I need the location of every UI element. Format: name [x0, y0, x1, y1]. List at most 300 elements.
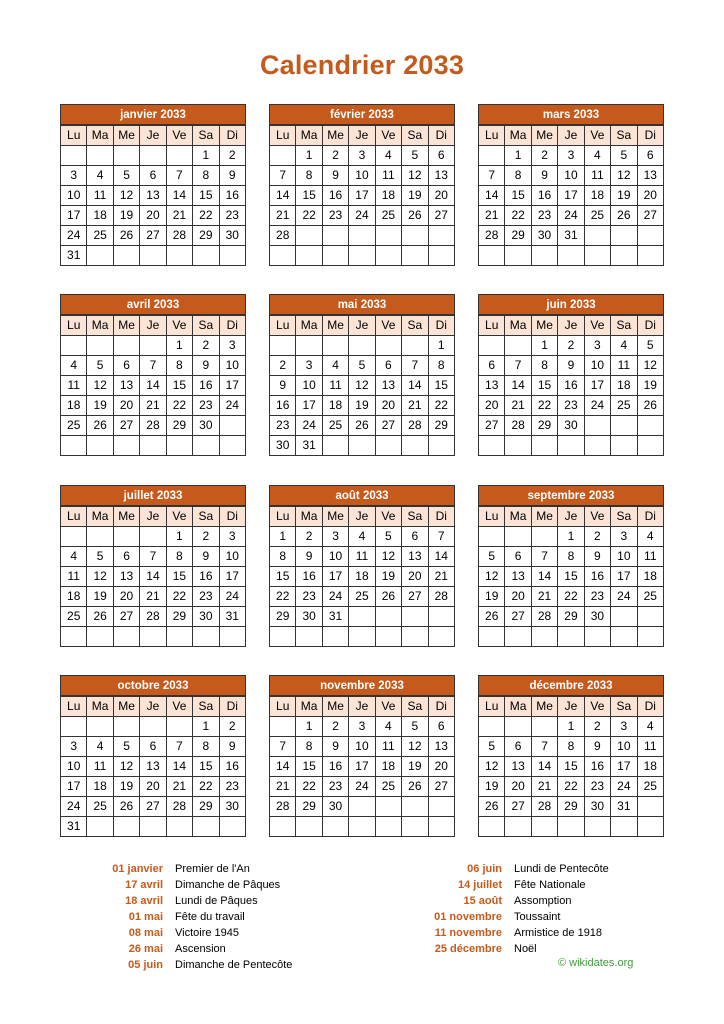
day-cell: 22	[296, 777, 322, 797]
week-row	[479, 226, 664, 246]
week-row	[61, 817, 246, 837]
day-cell	[584, 246, 610, 266]
month-block	[269, 294, 455, 456]
day-cell	[322, 336, 348, 356]
day-cell	[479, 436, 505, 456]
day-cell: 2	[296, 527, 322, 547]
day-cell	[611, 436, 637, 456]
week-row	[479, 627, 664, 647]
day-cell	[479, 246, 505, 266]
day-cell: 6	[402, 527, 428, 547]
day-cell: 15	[505, 186, 531, 206]
weekday-label: Sa	[193, 316, 219, 336]
day-cell	[402, 607, 428, 627]
day-cell	[584, 817, 610, 837]
day-cell: 20	[113, 396, 139, 416]
day-cell: 25	[87, 797, 113, 817]
day-cell: 26	[113, 226, 139, 246]
day-cell	[375, 797, 401, 817]
day-cell: 11	[61, 567, 87, 587]
week-row	[479, 396, 664, 416]
day-cell: 12	[87, 567, 113, 587]
day-cell: 9	[193, 547, 219, 567]
day-cell: 19	[87, 587, 113, 607]
day-cell	[140, 527, 166, 547]
weekday-label: Ve	[375, 507, 401, 527]
day-cell: 14	[402, 376, 428, 396]
day-cell: 1	[270, 527, 296, 547]
day-cell: 28	[531, 797, 557, 817]
day-cell	[637, 436, 663, 456]
day-cell	[140, 336, 166, 356]
day-cell: 28	[166, 797, 192, 817]
day-cell: 14	[270, 186, 296, 206]
week-row	[270, 737, 455, 757]
weekday-label: Me	[113, 507, 139, 527]
day-cell: 5	[402, 146, 428, 166]
holiday-name: Toussaint	[514, 911, 561, 923]
day-cell	[611, 627, 637, 647]
day-cell	[375, 607, 401, 627]
day-cell: 9	[531, 166, 557, 186]
day-cell: 14	[505, 376, 531, 396]
day-cell	[140, 717, 166, 737]
day-cell: 20	[140, 777, 166, 797]
day-cell	[505, 436, 531, 456]
weekday-label: Lu	[61, 126, 87, 146]
day-cell: 27	[428, 206, 454, 226]
weekday-label: Di	[219, 507, 245, 527]
day-cell: 21	[166, 777, 192, 797]
day-cell: 31	[296, 436, 322, 456]
weekday-label: Lu	[479, 316, 505, 336]
weekday-label: Sa	[611, 697, 637, 717]
day-cell: 26	[349, 416, 375, 436]
day-cell	[402, 797, 428, 817]
day-cell	[87, 717, 113, 737]
day-cell: 13	[402, 547, 428, 567]
holiday-row	[60, 909, 292, 925]
day-cell: 14	[166, 186, 192, 206]
month-header: juin 2033	[478, 294, 664, 315]
day-cell	[61, 627, 87, 647]
month-table	[478, 315, 664, 456]
day-cell: 5	[87, 356, 113, 376]
day-cell: 30	[270, 436, 296, 456]
month-table	[269, 315, 455, 456]
day-cell: 14	[531, 567, 557, 587]
day-cell: 25	[61, 607, 87, 627]
day-cell: 30	[219, 226, 245, 246]
day-cell: 24	[611, 587, 637, 607]
week-row	[61, 246, 246, 266]
day-cell: 2	[584, 717, 610, 737]
day-cell: 8	[296, 737, 322, 757]
day-cell: 19	[113, 206, 139, 226]
day-cell: 9	[558, 356, 584, 376]
day-cell: 26	[113, 797, 139, 817]
day-cell: 12	[87, 376, 113, 396]
day-cell: 16	[296, 567, 322, 587]
week-row	[61, 336, 246, 356]
holiday-name: Fête du travail	[175, 911, 245, 923]
day-cell: 11	[584, 166, 610, 186]
day-cell: 30	[193, 607, 219, 627]
day-cell: 7	[428, 527, 454, 547]
day-cell	[531, 246, 557, 266]
day-cell	[637, 607, 663, 627]
holiday-date: 25 décembre	[434, 943, 502, 955]
day-cell	[166, 146, 192, 166]
day-cell	[166, 817, 192, 837]
weekday-label: Je	[558, 316, 584, 336]
day-cell: 12	[479, 567, 505, 587]
weekday-label: Sa	[193, 507, 219, 527]
day-cell: 4	[375, 146, 401, 166]
holiday-name: Noël	[514, 943, 537, 955]
day-cell: 17	[219, 376, 245, 396]
day-cell: 4	[375, 717, 401, 737]
day-cell: 22	[166, 396, 192, 416]
day-cell	[270, 246, 296, 266]
day-cell	[637, 627, 663, 647]
day-cell	[87, 246, 113, 266]
day-cell: 22	[166, 587, 192, 607]
weekday-label: Ve	[375, 316, 401, 336]
week-row	[270, 547, 455, 567]
day-cell: 6	[375, 356, 401, 376]
month-table	[60, 315, 246, 456]
day-cell: 27	[637, 206, 663, 226]
day-cell: 1	[531, 336, 557, 356]
holiday-name: Armistice de 1918	[514, 927, 603, 939]
weekday-row	[479, 697, 664, 717]
day-cell	[270, 817, 296, 837]
weekday-label: Sa	[193, 697, 219, 717]
holiday-date: 11 novembre	[434, 927, 502, 939]
month-block	[60, 294, 246, 456]
day-cell	[479, 817, 505, 837]
day-cell: 1	[558, 717, 584, 737]
day-cell: 8	[296, 166, 322, 186]
day-cell	[584, 627, 610, 647]
day-cell: 2	[531, 146, 557, 166]
weekday-label: Ma	[87, 316, 113, 336]
day-cell: 22	[296, 206, 322, 226]
day-cell: 7	[166, 737, 192, 757]
day-cell: 4	[87, 737, 113, 757]
weekday-label: Ve	[166, 697, 192, 717]
weekday-row	[270, 126, 455, 146]
day-cell: 6	[140, 737, 166, 757]
day-cell: 1	[428, 336, 454, 356]
day-cell: 10	[322, 547, 348, 567]
holiday-name: Dimanche de Pentecôte	[175, 959, 293, 971]
day-cell	[479, 146, 505, 166]
day-cell: 26	[479, 607, 505, 627]
day-cell: 11	[611, 356, 637, 376]
weekday-label: Lu	[270, 316, 296, 336]
day-cell: 12	[611, 166, 637, 186]
day-cell: 19	[479, 587, 505, 607]
day-cell: 4	[322, 356, 348, 376]
day-cell: 3	[349, 717, 375, 737]
day-cell	[611, 817, 637, 837]
day-cell: 27	[402, 587, 428, 607]
day-cell: 22	[193, 777, 219, 797]
week-row	[479, 416, 664, 436]
weekday-label: Di	[428, 697, 454, 717]
day-cell: 23	[558, 396, 584, 416]
day-cell: 5	[113, 737, 139, 757]
day-cell	[349, 797, 375, 817]
week-row	[270, 336, 455, 356]
week-row	[479, 166, 664, 186]
day-cell: 11	[637, 737, 663, 757]
day-cell	[428, 607, 454, 627]
month-table	[60, 125, 246, 266]
day-cell	[611, 607, 637, 627]
credit-text: © wikidates.org	[558, 957, 634, 969]
day-cell	[428, 436, 454, 456]
day-cell	[270, 627, 296, 647]
weekday-label: Me	[322, 507, 348, 527]
day-cell: 6	[479, 356, 505, 376]
month-block	[478, 485, 664, 647]
day-cell	[296, 336, 322, 356]
day-cell: 28	[479, 226, 505, 246]
week-row	[479, 436, 664, 456]
day-cell	[322, 226, 348, 246]
month-table	[478, 506, 664, 647]
day-cell: 3	[61, 166, 87, 186]
weekday-label: Lu	[61, 507, 87, 527]
day-cell: 21	[270, 206, 296, 226]
day-cell	[531, 627, 557, 647]
day-cell: 29	[270, 607, 296, 627]
day-cell	[219, 627, 245, 647]
day-cell: 3	[61, 737, 87, 757]
month-header: février 2033	[269, 104, 455, 125]
day-cell	[375, 627, 401, 647]
day-cell: 13	[113, 376, 139, 396]
day-cell	[193, 817, 219, 837]
day-cell: 5	[611, 146, 637, 166]
day-cell: 18	[61, 587, 87, 607]
day-cell: 18	[637, 757, 663, 777]
weekday-label: Je	[349, 507, 375, 527]
day-cell: 30	[558, 416, 584, 436]
day-cell: 17	[349, 186, 375, 206]
day-cell: 13	[140, 757, 166, 777]
holiday-row	[60, 893, 292, 909]
day-cell: 3	[322, 527, 348, 547]
week-row	[61, 166, 246, 186]
day-cell: 15	[166, 567, 192, 587]
weekday-label: Ma	[505, 126, 531, 146]
weekday-label: Me	[113, 697, 139, 717]
day-cell	[479, 627, 505, 647]
week-row	[270, 376, 455, 396]
day-cell: 2	[219, 146, 245, 166]
holiday-date: 08 mai	[128, 927, 163, 939]
day-cell: 24	[219, 396, 245, 416]
holiday-row	[400, 909, 609, 925]
holiday-row	[60, 861, 292, 877]
day-cell: 22	[531, 396, 557, 416]
day-cell: 26	[479, 797, 505, 817]
month-block	[60, 104, 246, 266]
day-cell	[349, 607, 375, 627]
day-cell	[140, 146, 166, 166]
day-cell: 21	[531, 587, 557, 607]
day-cell	[479, 717, 505, 737]
week-row	[61, 376, 246, 396]
week-row	[61, 567, 246, 587]
month-block	[60, 485, 246, 647]
day-cell: 24	[61, 797, 87, 817]
day-cell: 2	[193, 336, 219, 356]
month-block	[269, 104, 455, 266]
day-cell: 16	[531, 186, 557, 206]
holiday-date: 05 juin	[128, 959, 163, 971]
weekday-label: Ma	[87, 507, 113, 527]
day-cell	[375, 226, 401, 246]
day-cell	[637, 226, 663, 246]
weekday-label: Ma	[296, 507, 322, 527]
day-cell	[61, 527, 87, 547]
day-cell: 16	[584, 567, 610, 587]
day-cell: 20	[505, 587, 531, 607]
weekday-label: Sa	[402, 507, 428, 527]
week-row	[270, 246, 455, 266]
day-cell: 26	[375, 587, 401, 607]
day-cell: 27	[113, 607, 139, 627]
day-cell: 14	[270, 757, 296, 777]
weekday-label: Sa	[193, 126, 219, 146]
week-row	[61, 356, 246, 376]
day-cell: 22	[193, 206, 219, 226]
holiday-row	[400, 941, 609, 957]
day-cell	[479, 527, 505, 547]
day-cell	[349, 627, 375, 647]
week-row	[270, 146, 455, 166]
day-cell: 27	[140, 797, 166, 817]
day-cell: 20	[428, 757, 454, 777]
weekday-label: Sa	[402, 697, 428, 717]
day-cell	[322, 817, 348, 837]
day-cell: 5	[637, 336, 663, 356]
day-cell: 13	[428, 737, 454, 757]
day-cell: 7	[270, 166, 296, 186]
day-cell: 22	[505, 206, 531, 226]
day-cell	[140, 627, 166, 647]
day-cell: 18	[375, 186, 401, 206]
week-row	[479, 527, 664, 547]
week-row	[479, 146, 664, 166]
weekday-label: Ve	[375, 697, 401, 717]
day-cell: 21	[428, 567, 454, 587]
day-cell	[193, 436, 219, 456]
weekday-label: Lu	[479, 507, 505, 527]
weekday-row	[61, 697, 246, 717]
day-cell: 28	[140, 607, 166, 627]
weekday-label: Me	[322, 126, 348, 146]
day-cell: 21	[531, 777, 557, 797]
day-cell: 10	[219, 547, 245, 567]
day-cell	[505, 717, 531, 737]
day-cell	[193, 246, 219, 266]
holiday-row	[400, 893, 609, 909]
weekday-label: Je	[140, 697, 166, 717]
week-row	[479, 376, 664, 396]
day-cell: 18	[87, 206, 113, 226]
day-cell: 5	[375, 527, 401, 547]
day-cell: 29	[558, 607, 584, 627]
day-cell: 20	[637, 186, 663, 206]
day-cell: 9	[322, 737, 348, 757]
day-cell: 5	[479, 737, 505, 757]
holiday-row	[400, 877, 609, 893]
day-cell: 2	[558, 336, 584, 356]
day-cell: 24	[349, 777, 375, 797]
holiday-name: Ascension	[175, 943, 226, 955]
weekday-row	[270, 316, 455, 336]
day-cell: 13	[113, 567, 139, 587]
month-header: décembre 2033	[478, 675, 664, 696]
day-cell: 13	[140, 186, 166, 206]
day-cell: 18	[611, 376, 637, 396]
day-cell: 13	[375, 376, 401, 396]
weekday-label: Di	[637, 126, 663, 146]
weekday-label: Ve	[166, 126, 192, 146]
holiday-name: Premier de l'An	[175, 863, 250, 875]
day-cell: 21	[140, 587, 166, 607]
month-block	[269, 485, 455, 647]
day-cell: 1	[296, 146, 322, 166]
day-cell	[402, 226, 428, 246]
day-cell	[584, 226, 610, 246]
day-cell	[349, 817, 375, 837]
day-cell	[505, 817, 531, 837]
week-row	[270, 607, 455, 627]
day-cell: 30	[296, 607, 322, 627]
day-cell: 2	[270, 356, 296, 376]
day-cell: 14	[166, 757, 192, 777]
weekday-label: Sa	[611, 126, 637, 146]
weekday-label: Lu	[61, 697, 87, 717]
day-cell: 6	[428, 717, 454, 737]
day-cell: 17	[296, 396, 322, 416]
day-cell: 19	[479, 777, 505, 797]
day-cell: 10	[584, 356, 610, 376]
day-cell: 25	[61, 416, 87, 436]
holiday-row	[60, 925, 292, 941]
day-cell	[113, 627, 139, 647]
day-cell	[322, 246, 348, 266]
month-header: mai 2033	[269, 294, 455, 315]
day-cell	[87, 436, 113, 456]
holiday-name: Lundi de Pentecôte	[514, 863, 609, 875]
day-cell: 20	[402, 567, 428, 587]
day-cell: 7	[140, 547, 166, 567]
day-cell: 23	[322, 206, 348, 226]
day-cell	[87, 627, 113, 647]
day-cell: 27	[113, 416, 139, 436]
day-cell: 7	[402, 356, 428, 376]
week-row	[479, 246, 664, 266]
week-row	[479, 777, 664, 797]
